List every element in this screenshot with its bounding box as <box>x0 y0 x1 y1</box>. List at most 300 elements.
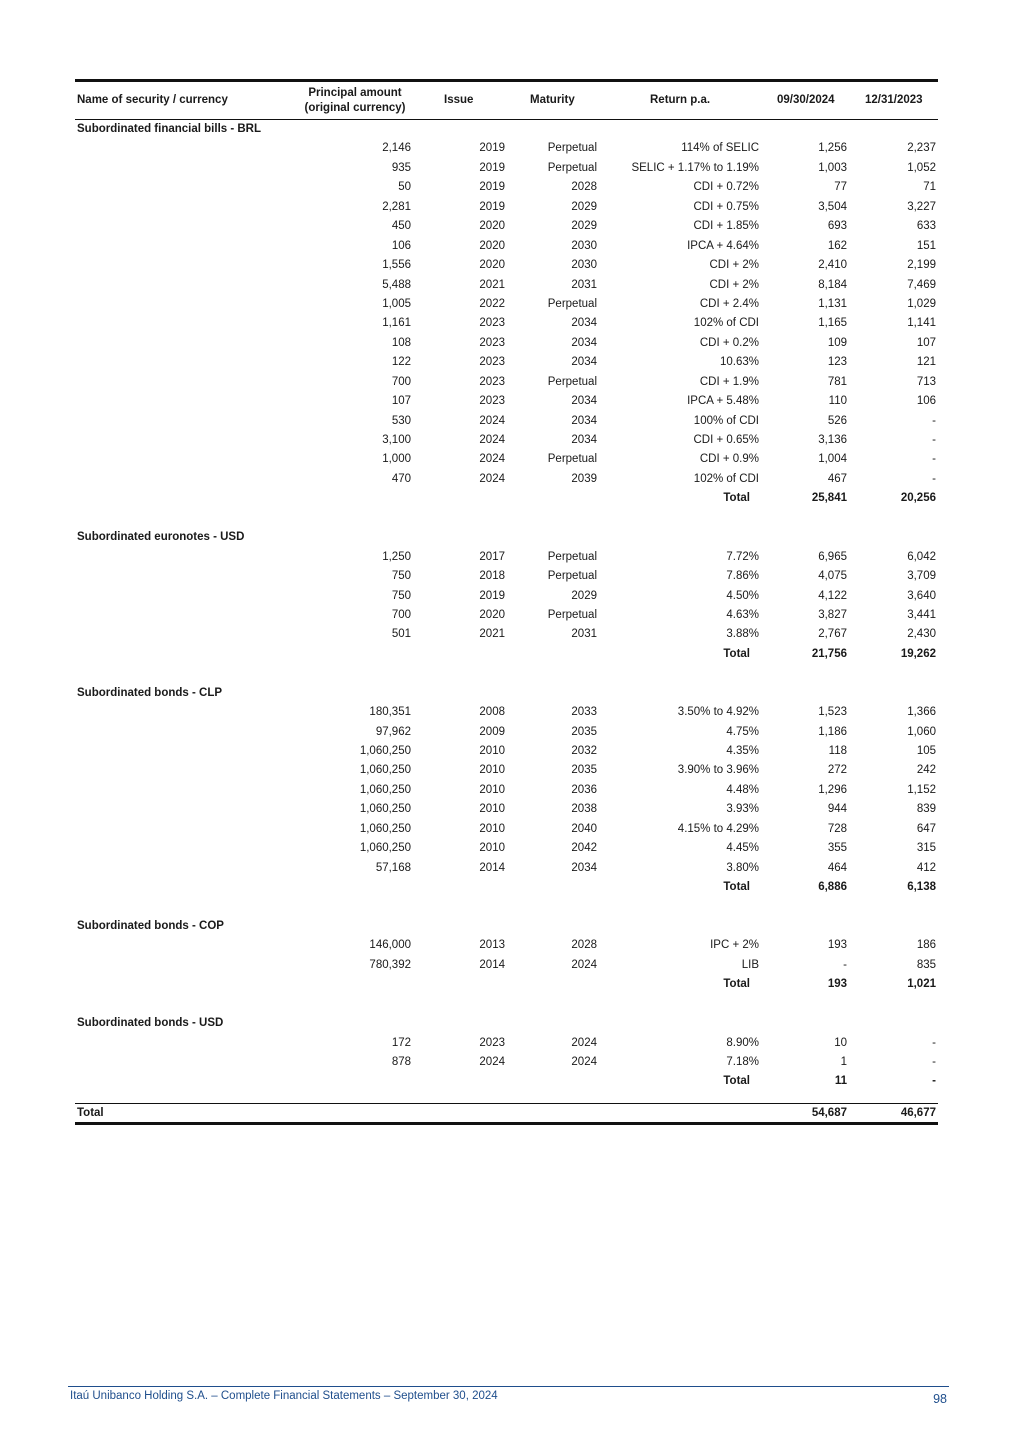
cell-dec-2023: 151 <box>916 239 936 252</box>
cell-return: 4.15% to 4.29% <box>677 822 759 835</box>
cell-dec-2023: 3,709 <box>907 570 936 583</box>
cell-sep-2024: 1,186 <box>818 725 847 738</box>
table-row <box>75 703 938 722</box>
cell-sep-2024: 109 <box>827 336 847 349</box>
cell-maturity: Perpetual <box>547 297 597 310</box>
cell-dec-2023: 713 <box>916 375 936 388</box>
cell-principal: 107 <box>391 395 411 408</box>
cell-sep-2024: 1,296 <box>818 783 847 796</box>
cell-issue: 2022 <box>479 297 505 310</box>
cell-sep-2024: 526 <box>827 414 847 427</box>
table-row <box>75 567 938 586</box>
cell-principal: 5,488 <box>382 278 411 291</box>
cell-maturity: 2034 <box>571 356 597 369</box>
cell-principal: 2,146 <box>382 142 411 155</box>
cell-maturity: 2034 <box>571 861 597 874</box>
subordinated-debt-table <box>75 79 938 1125</box>
cell-sep-2024: 781 <box>827 375 847 388</box>
cell-maturity: 2028 <box>571 939 597 952</box>
section-spacer <box>75 995 938 1014</box>
table-row <box>75 431 938 450</box>
cell-issue: 2023 <box>479 336 505 349</box>
cell-sep-2024: 1,003 <box>818 161 847 174</box>
header-principal-line1: Principal amount <box>308 86 402 99</box>
cell-maturity: Perpetual <box>547 550 597 563</box>
table-row <box>75 256 938 275</box>
cell-maturity: Perpetual <box>547 570 597 583</box>
footer-text: Itaú Unibanco Holding S.A. – Complete Financial Statements – September 30, 2024 <box>70 1390 498 1402</box>
section-total-row <box>75 878 938 897</box>
cell-return: 100% of CDI <box>693 414 759 427</box>
cell-dec-2023: 107 <box>916 336 936 349</box>
cell-dec-2023: - <box>932 434 936 446</box>
table-row <box>75 470 938 489</box>
cell-issue: 2023 <box>479 395 505 408</box>
table-row <box>75 587 938 606</box>
section-title: Subordinated financial bills - BRL <box>77 123 262 135</box>
cell-maturity: Perpetual <box>547 453 597 466</box>
table-row <box>75 606 938 625</box>
cell-dec-2023: 839 <box>916 803 936 816</box>
cell-principal: 780,392 <box>369 958 411 971</box>
cell-sep-2024: 6,965 <box>818 550 847 563</box>
cell-dec-2023: 3,227 <box>907 200 936 213</box>
cell-issue: 2014 <box>479 958 505 971</box>
cell-maturity: 2039 <box>571 472 597 485</box>
cell-dec-2023: 1,052 <box>907 161 936 174</box>
cell-principal: 108 <box>391 336 411 349</box>
section-title: Subordinated bonds - CLP <box>77 686 223 699</box>
table-section <box>75 1014 938 1092</box>
cell-dec-2023: 106 <box>916 395 936 408</box>
table-row <box>75 295 938 314</box>
table-row <box>75 956 938 975</box>
cell-issue: 2013 <box>479 939 505 952</box>
cell-maturity: 2029 <box>571 589 597 602</box>
cell-sep-2024: 4,075 <box>818 570 847 583</box>
cell-maturity: 2042 <box>571 842 597 855</box>
table-row <box>75 237 938 256</box>
cell-return: 102% of CDI <box>693 317 759 330</box>
cell-issue: 2010 <box>479 842 505 855</box>
cell-issue: 2010 <box>479 764 505 777</box>
cell-return: 3.90% to 3.96% <box>677 764 759 777</box>
cell-sep-2024: 1,256 <box>818 142 847 155</box>
cell-dec-2023: 3,441 <box>907 608 936 621</box>
cell-principal: 97,962 <box>375 725 411 738</box>
cell-return: 3.50% to 4.92% <box>677 706 759 719</box>
section-title: Subordinated bonds - COP <box>77 919 224 932</box>
section-total-dec: 1,021 <box>907 978 936 991</box>
cell-maturity: 2036 <box>571 783 597 796</box>
section-total-sep: 6,886 <box>818 881 847 894</box>
cell-return: 102% of CDI <box>693 472 759 485</box>
section-total-sep: 11 <box>834 1075 847 1088</box>
cell-principal: 3,100 <box>382 434 411 446</box>
section-total-sep: 193 <box>827 978 847 991</box>
cell-return: CDI + 0.65% <box>693 434 759 446</box>
cell-principal: 1,556 <box>382 259 411 272</box>
cell-sep-2024: 193 <box>827 939 847 952</box>
cell-principal: 450 <box>391 220 411 233</box>
cell-dec-2023: 1,366 <box>907 706 936 719</box>
cell-return: CDI + 0.2% <box>699 336 759 349</box>
section-total-label: Total <box>723 492 750 505</box>
cell-return: IPCA + 5.48% <box>687 395 759 408</box>
cell-maturity: 2035 <box>571 725 597 738</box>
cell-maturity: 2030 <box>571 239 597 252</box>
cell-issue: 2023 <box>479 356 505 369</box>
cell-principal: 470 <box>391 472 411 485</box>
cell-return: 4.48% <box>726 783 759 796</box>
cell-dec-2023: 1,152 <box>907 783 936 796</box>
cell-dec-2023: 633 <box>916 220 936 233</box>
table-row <box>75 412 938 431</box>
cell-dec-2023: 647 <box>916 822 936 835</box>
cell-return: CDI + 1.9% <box>699 375 759 388</box>
cell-issue: 2008 <box>479 706 505 719</box>
cell-dec-2023: 2,237 <box>907 142 936 155</box>
cell-return: CDI + 0.75% <box>693 200 759 213</box>
cell-return: CDI + 0.72% <box>693 181 759 194</box>
cell-return: LIB <box>741 958 759 971</box>
table-row <box>75 159 938 178</box>
cell-issue: 2020 <box>479 220 505 233</box>
section-total-label: Total <box>723 881 750 894</box>
cell-maturity: 2031 <box>571 628 597 641</box>
cell-sep-2024: 3,504 <box>818 200 847 213</box>
cell-sep-2024: 118 <box>828 745 847 757</box>
cell-maturity: 2030 <box>571 259 597 272</box>
header-sep-2024: 09/30/2024 <box>777 94 835 106</box>
cell-issue: 2019 <box>479 142 505 155</box>
cell-return: IPCA + 4.64% <box>687 239 759 252</box>
table-row <box>75 1034 938 1053</box>
table-row <box>75 723 938 742</box>
cell-dec-2023: - <box>932 1036 936 1049</box>
cell-maturity: Perpetual <box>547 142 597 155</box>
cell-maturity: 2029 <box>571 220 597 233</box>
cell-principal: 750 <box>391 570 411 583</box>
table-row <box>75 625 938 644</box>
table-row <box>75 353 938 372</box>
cell-sep-2024: 693 <box>827 220 847 233</box>
cell-sep-2024: 3,827 <box>818 608 847 621</box>
cell-principal: 750 <box>391 589 411 602</box>
cell-principal: 1,000 <box>382 453 411 466</box>
cell-return: CDI + 1.85% <box>693 220 759 233</box>
cell-sep-2024: 10 <box>834 1036 847 1049</box>
cell-return: SELIC + 1.17% to 1.19% <box>631 161 759 174</box>
cell-dec-2023: 3,640 <box>907 589 936 602</box>
cell-sep-2024: 464 <box>827 861 847 874</box>
table-row <box>75 548 938 567</box>
cell-sep-2024: 467 <box>827 472 847 485</box>
cell-principal: 1,060,250 <box>359 764 411 777</box>
table-header <box>75 82 938 120</box>
cell-principal: 501 <box>391 628 411 641</box>
cell-sep-2024: 123 <box>827 356 847 369</box>
cell-return: CDI + 2% <box>709 259 759 272</box>
cell-principal: 935 <box>391 161 411 174</box>
cell-return: 114% of SELIC <box>681 142 759 155</box>
cell-dec-2023: - <box>932 1056 936 1068</box>
header-maturity: Maturity <box>530 94 575 106</box>
cell-return: 4.75% <box>726 725 759 738</box>
table-row <box>75 781 938 800</box>
grand-total-sep: 54,687 <box>811 1106 847 1119</box>
header-name: Name of security / currency <box>77 94 228 106</box>
table-row <box>75 1053 938 1072</box>
cell-return: CDI + 2.4% <box>699 297 759 310</box>
cell-maturity: 2024 <box>571 958 597 971</box>
cell-dec-2023: 186 <box>916 939 936 952</box>
cell-sep-2024: 1 <box>840 1056 847 1068</box>
cell-maturity: 2034 <box>571 414 597 427</box>
header-issue: Issue <box>444 94 474 106</box>
cell-principal: 180,351 <box>369 706 411 719</box>
cell-principal: 172 <box>391 1036 411 1049</box>
table-row <box>75 839 938 858</box>
section-spacer <box>75 509 938 528</box>
cell-maturity: Perpetual <box>547 375 597 388</box>
cell-dec-2023: 121 <box>916 356 936 369</box>
section-total-label: Total <box>723 1075 750 1088</box>
cell-sep-2024: 162 <box>827 239 847 252</box>
cell-dec-2023: 6,042 <box>907 550 936 563</box>
cell-principal: 1,005 <box>382 297 411 310</box>
table-row <box>75 800 938 819</box>
cell-issue: 2024 <box>479 434 505 446</box>
cell-issue: 2020 <box>479 608 505 621</box>
cell-issue: 2024 <box>479 472 505 485</box>
cell-dec-2023: 105 <box>916 745 936 757</box>
cell-issue: 2024 <box>479 414 505 427</box>
cell-maturity: Perpetual <box>547 608 597 621</box>
cell-dec-2023: 2,430 <box>907 628 936 641</box>
cell-issue: 2023 <box>479 375 505 388</box>
cell-issue: 2017 <box>479 550 505 563</box>
cell-sep-2024: 2,410 <box>818 259 847 272</box>
cell-dec-2023: 835 <box>916 958 936 971</box>
cell-issue: 2024 <box>479 1056 505 1068</box>
cell-sep-2024: 110 <box>828 395 847 408</box>
cell-return: 4.63% <box>726 608 759 621</box>
cell-maturity: Perpetual <box>547 161 597 174</box>
cell-principal: 50 <box>398 181 411 194</box>
section-spacer <box>75 898 938 917</box>
section-title: Subordinated bonds - USD <box>77 1017 224 1030</box>
cell-maturity: 2034 <box>571 317 597 330</box>
section-total-row <box>75 645 938 664</box>
cell-issue: 2023 <box>479 317 505 330</box>
cell-issue: 2024 <box>479 453 505 466</box>
cell-maturity: 2028 <box>571 181 597 194</box>
table-row <box>75 276 938 295</box>
page-footer <box>68 1386 949 1409</box>
table-row <box>75 314 938 333</box>
table-body <box>75 120 938 1092</box>
cell-principal: 1,060,250 <box>359 745 411 757</box>
cell-sep-2024: 355 <box>827 842 847 855</box>
cell-return: IPC + 2% <box>710 939 759 952</box>
cell-return: 7.18% <box>726 1056 759 1068</box>
cell-dec-2023: 7,469 <box>907 278 936 291</box>
cell-issue: 2010 <box>479 783 505 796</box>
cell-sep-2024: 1,004 <box>818 453 847 466</box>
cell-return: 7.86% <box>726 570 759 583</box>
table-section <box>75 917 938 1014</box>
cell-issue: 2021 <box>479 628 505 641</box>
section-total-dec: 20,256 <box>900 492 936 505</box>
cell-principal: 878 <box>391 1056 411 1068</box>
header-principal-line2: (original currency) <box>304 101 406 114</box>
section-total-dec: 19,262 <box>900 647 936 660</box>
table-row <box>75 373 938 392</box>
cell-return: 10.63% <box>719 356 759 369</box>
cell-maturity: 2034 <box>571 434 597 446</box>
cell-principal: 1,161 <box>382 317 411 330</box>
cell-sep-2024: 77 <box>834 181 847 194</box>
cell-maturity: 2038 <box>571 803 597 816</box>
header-principal <box>295 82 415 119</box>
cell-dec-2023: 242 <box>916 764 936 777</box>
page-number: 98 <box>933 1392 947 1406</box>
cell-dec-2023: 1,060 <box>907 725 936 738</box>
cell-return: 4.35% <box>726 745 759 757</box>
cell-maturity: 2033 <box>571 706 597 719</box>
cell-issue: 2014 <box>479 861 505 874</box>
cell-issue: 2020 <box>479 259 505 272</box>
cell-issue: 2010 <box>479 745 505 757</box>
section-title: Subordinated euronotes - USD <box>77 531 245 544</box>
section-total-sep: 21,756 <box>811 647 847 660</box>
section-total-row <box>75 975 938 994</box>
cell-return: 4.45% <box>726 842 759 855</box>
table-row <box>75 742 938 761</box>
cell-dec-2023: - <box>932 453 936 466</box>
section-total-dec: 6,138 <box>907 881 936 894</box>
cell-sep-2024: 3,136 <box>818 434 847 446</box>
cell-principal: 106 <box>391 239 411 252</box>
cell-return: 3.80% <box>726 861 759 874</box>
cell-sep-2024: 4,122 <box>818 589 847 602</box>
table-section <box>75 120 938 528</box>
table-row <box>75 139 938 158</box>
cell-issue: 2010 <box>479 822 505 835</box>
section-spacer <box>75 664 938 683</box>
cell-return: 7.72% <box>726 550 759 563</box>
section-total-row <box>75 1072 938 1091</box>
cell-sep-2024: 1,165 <box>818 317 847 330</box>
cell-return: CDI + 0.9% <box>699 453 759 466</box>
table-row <box>75 859 938 878</box>
cell-maturity: 2029 <box>571 200 597 213</box>
table-section <box>75 528 938 684</box>
table-row <box>75 936 938 955</box>
table-section <box>75 684 938 917</box>
cell-maturity: 2031 <box>571 278 597 291</box>
cell-sep-2024: 728 <box>827 822 847 835</box>
cell-maturity: 2035 <box>571 764 597 777</box>
cell-return: 3.93% <box>726 803 759 816</box>
cell-maturity: 2024 <box>571 1036 597 1049</box>
cell-dec-2023: 71 <box>923 181 936 194</box>
grand-total-label: Total <box>77 1106 104 1119</box>
cell-return: 4.50% <box>726 589 759 602</box>
cell-return: 3.88% <box>726 628 759 641</box>
cell-sep-2024: 1,131 <box>818 297 847 310</box>
cell-principal: 1,250 <box>382 550 411 563</box>
cell-principal: 700 <box>391 375 411 388</box>
cell-return: 8.90% <box>726 1036 759 1049</box>
table-row <box>75 820 938 839</box>
cell-principal: 530 <box>391 414 411 427</box>
cell-issue: 2023 <box>479 1036 505 1049</box>
table-row <box>75 392 938 411</box>
cell-sep-2024: 1,523 <box>818 706 847 719</box>
section-total-sep: 25,841 <box>811 492 847 505</box>
grand-total-dec: 46,677 <box>900 1106 936 1119</box>
cell-dec-2023: - <box>932 414 936 427</box>
cell-dec-2023: - <box>932 472 936 485</box>
cell-sep-2024: 2,767 <box>818 628 847 641</box>
cell-sep-2024: 272 <box>827 764 847 777</box>
cell-issue: 2010 <box>479 803 505 816</box>
cell-principal: 146,000 <box>369 939 411 952</box>
cell-maturity: 2034 <box>571 336 597 349</box>
cell-issue: 2019 <box>479 589 505 602</box>
header-return: Return p.a. <box>650 94 711 106</box>
cell-issue: 2009 <box>479 725 505 738</box>
cell-issue: 2021 <box>479 278 505 291</box>
cell-maturity: 2024 <box>571 1056 597 1068</box>
section-total-dec: - <box>932 1075 936 1088</box>
cell-return: CDI + 2% <box>709 278 759 291</box>
cell-issue: 2020 <box>479 239 505 252</box>
cell-dec-2023: 315 <box>916 842 936 855</box>
section-total-row <box>75 489 938 508</box>
cell-sep-2024: 8,184 <box>818 278 847 291</box>
cell-sep-2024: 944 <box>827 803 847 816</box>
cell-dec-2023: 1,141 <box>907 317 936 330</box>
cell-principal: 700 <box>391 608 411 621</box>
table-row <box>75 761 938 780</box>
cell-issue: 2019 <box>479 200 505 213</box>
cell-maturity: 2032 <box>571 745 597 757</box>
section-total-label: Total <box>723 647 750 660</box>
cell-dec-2023: 1,029 <box>907 297 936 310</box>
cell-issue: 2019 <box>479 161 505 174</box>
cell-maturity: 2034 <box>571 395 597 408</box>
cell-principal: 1,060,250 <box>359 803 411 816</box>
table-row <box>75 178 938 197</box>
table-row <box>75 198 938 217</box>
cell-principal: 1,060,250 <box>359 783 411 796</box>
cell-maturity: 2040 <box>571 822 597 835</box>
cell-dec-2023: 2,199 <box>907 259 936 272</box>
header-dec-2023: 12/31/2023 <box>865 94 923 106</box>
cell-principal: 1,060,250 <box>359 842 411 855</box>
cell-principal: 57,168 <box>375 861 411 874</box>
table-row <box>75 217 938 236</box>
table-row <box>75 334 938 353</box>
cell-dec-2023: 412 <box>916 861 936 874</box>
section-total-label: Total <box>723 978 750 991</box>
cell-principal: 1,060,250 <box>359 822 411 835</box>
cell-issue: 2018 <box>479 570 505 583</box>
grand-total-row <box>75 1103 938 1125</box>
